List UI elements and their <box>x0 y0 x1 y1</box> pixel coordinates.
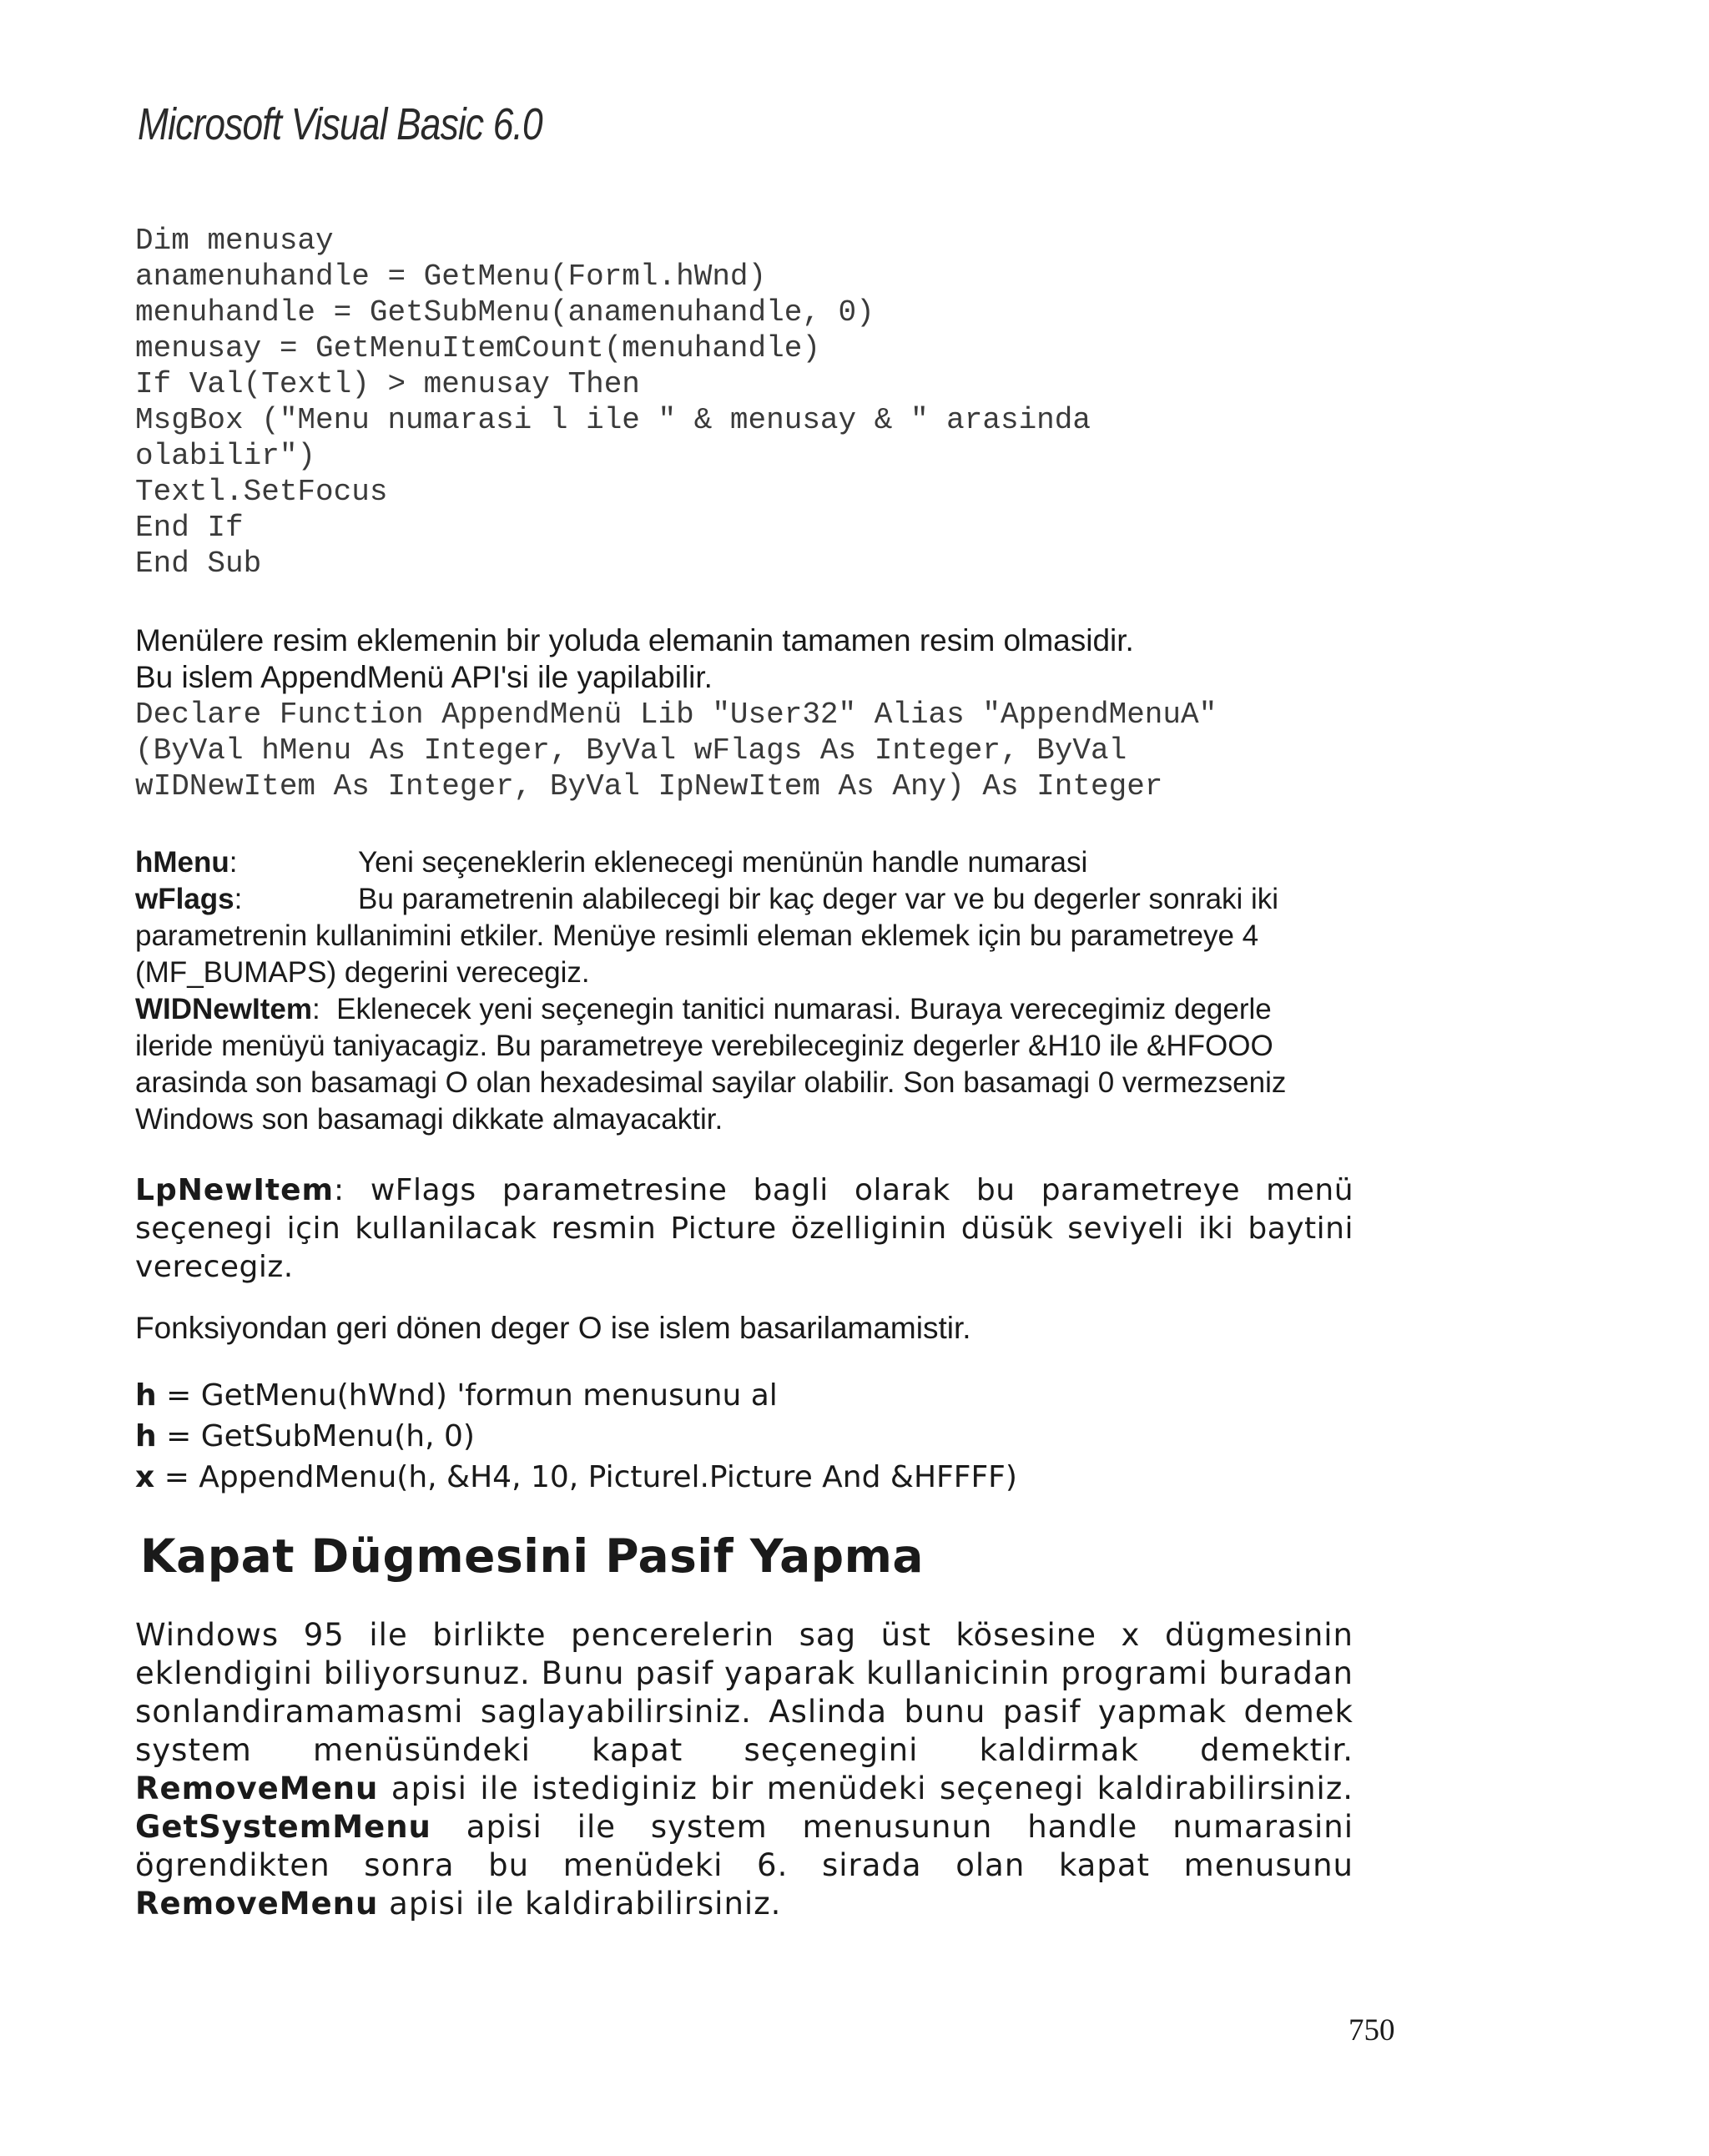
code-line: Dim menusay <box>135 224 334 258</box>
intro-line: Bu islem AppendMenü API'si ile yapilabilir. <box>135 660 713 694</box>
code-block-declare <box>135 697 1217 804</box>
closing-paragraph <box>135 1616 1354 1923</box>
param-wflags: wFlags: Bu parametrenin alabilecegi bir kaç deger var ve bu degerler sonraki iki parametrenin kullanimini etkiler. Menüye resimli eleman eklemek için bu parametreye 4 (MF_BUMAPS) degerini verecegiz. <box>135 883 1279 989</box>
api-name: RemoveMenu <box>135 1886 379 1922</box>
paragraph-text: apisi ile istediginiz bir menüdeki seçenegi kaldirabilirsiniz. <box>391 1771 1354 1806</box>
param-term: hMenu <box>135 846 229 879</box>
paragraph-text: Windows 95 ile birlikte pencerelerin sag üst kösesine x dügmesinin eklendigini biliyorsunuz. Bunu pasif yaparak kullanicinin programi buradan sonlandiramamasmi saglayabilirsiniz. Aslinda bunu pasif yapmak demek system menüsündeki kapat seçenegini kaldirmak demektir. <box>135 1617 1354 1768</box>
page-number: 750 <box>1349 2013 1395 2048</box>
code-line: menusay = GetMenuItemCount(menuhandle) <box>135 331 820 365</box>
call-expression: = GetMenu(hWnd) 'formun menusunu al <box>166 1378 778 1413</box>
code-line: Textl.SetFocus <box>135 475 388 509</box>
call-expression: = AppendMenu(h, &H4, 10, Picturel.Picture And &HFFFF) <box>164 1460 1017 1494</box>
code-block-menu-check <box>135 223 1091 582</box>
paragraph-text: apisi ile kaldirabilirsiniz. <box>389 1886 782 1922</box>
code-line: Declare Function AppendMenü Lib "User32" Alias "AppendMenuA" <box>135 698 1217 732</box>
intro-line: Menülere resim eklemenin bir yoluda elemanin tamamen resim olmasidir. <box>135 623 1134 657</box>
intro-paragraph <box>135 622 1354 696</box>
param-term: wFlags <box>135 883 234 915</box>
paragraph-text: apisi ile system menusunun handle numarasini ögrendikten sonra bu menüdeki 6. sirada olan kapat menusunu <box>135 1809 1354 1883</box>
code-line: olabilir") <box>135 439 316 473</box>
running-header: Microsoft Visual Basic 6.0 <box>138 99 542 149</box>
return-value-note: Fonksiyondan geri dönen deger O ise islem basarilamamistir. <box>135 1311 971 1345</box>
call-variable: h <box>135 1419 157 1453</box>
call-expression: = GetSubMenu(h, 0) <box>166 1419 475 1453</box>
param-term: WIDNewItem <box>135 993 312 1025</box>
param-description: wFlags parametresine bagli olarak bu parametreye menü seçenegi için kullanilacak resmin Picture özelliginin düsük seviyeli iki baytini verecegiz. <box>135 1173 1354 1284</box>
code-line: End Sub <box>135 547 262 581</box>
code-line: anamenuhandle = GetMenu(Forml.hWnd) <box>135 259 767 294</box>
code-line: If Val(Textl) > menusay Then <box>135 367 640 401</box>
parameter-list <box>135 844 1354 1138</box>
code-line: End If <box>135 511 244 545</box>
param-term: LpNewItem <box>135 1173 335 1207</box>
section-heading: Kapat Dügmesini Pasif Yapma <box>140 1529 924 1583</box>
code-line: (ByVal hMenu As Integer, ByVal wFlags As Integer, ByVal <box>135 733 1127 768</box>
param-description: Bu parametrenin alabilecegi bir kaç deger var ve bu degerler sonraki iki parametrenin kullanimini etkiler. Menüye resimli eleman eklemek için bu parametreye 4 (MF_BUMAPS) degerini verecegiz. <box>135 883 1279 989</box>
param-description: Eklenecek yeni seçenegin tanitici numarasi. Buraya verecegimiz degerle ileride menüyü taniyacagiz. Bu parametreye verebileceginiz degerler &H10 ile &HFOOO arasinda son basamagi O olan hexadesimal sayilar olabilir. Son basamagi 0 vermezseniz Windows son basamagi dikkate almayacaktir. <box>135 993 1287 1136</box>
code-line: wIDNewItem As Integer, ByVal IpNewItem As Any) As Integer <box>135 769 1163 803</box>
call-line <box>135 1457 1017 1498</box>
param-description: Yeni seçeneklerin eklenecegi menünün handle numarasi <box>358 846 1088 879</box>
api-name: GetSystemMenu <box>135 1809 431 1845</box>
lpnewitem-paragraph: LpNewItem: wFlags parametresine bagli olarak bu parametreye menü seçenegi için kullanilacak resmin Picture özelliginin düsük seviyeli iki baytini verecegiz. <box>135 1173 1354 1284</box>
call-variable: x <box>135 1460 155 1494</box>
call-line <box>135 1375 1017 1416</box>
code-line: menuhandle = GetSubMenu(anamenuhandle, 0) <box>135 295 875 330</box>
param-hmenu: hMenu: Yeni seçeneklerin eklenecegi menünün handle numarasi <box>135 846 1088 879</box>
example-calls <box>135 1375 1017 1498</box>
api-name: RemoveMenu <box>135 1771 379 1806</box>
code-line: MsgBox ("Menu numarasi l ile " & menusay & " arasinda <box>135 403 1091 437</box>
call-variable: h <box>135 1378 157 1413</box>
call-line <box>135 1416 1017 1457</box>
param-widnewitem: WIDNewItem: Eklenecek yeni seçenegin tanitici numarasi. Buraya verecegimiz degerle ileride menüyü taniyacagiz. Bu parametreye verebileceginiz degerler &H10 ile &HFOOO arasinda son basamagi O olan hexadesimal sayilar olabilir. Son basamagi 0 vermezseniz Windows son basamagi dikkate almayacaktir. <box>135 993 1287 1136</box>
